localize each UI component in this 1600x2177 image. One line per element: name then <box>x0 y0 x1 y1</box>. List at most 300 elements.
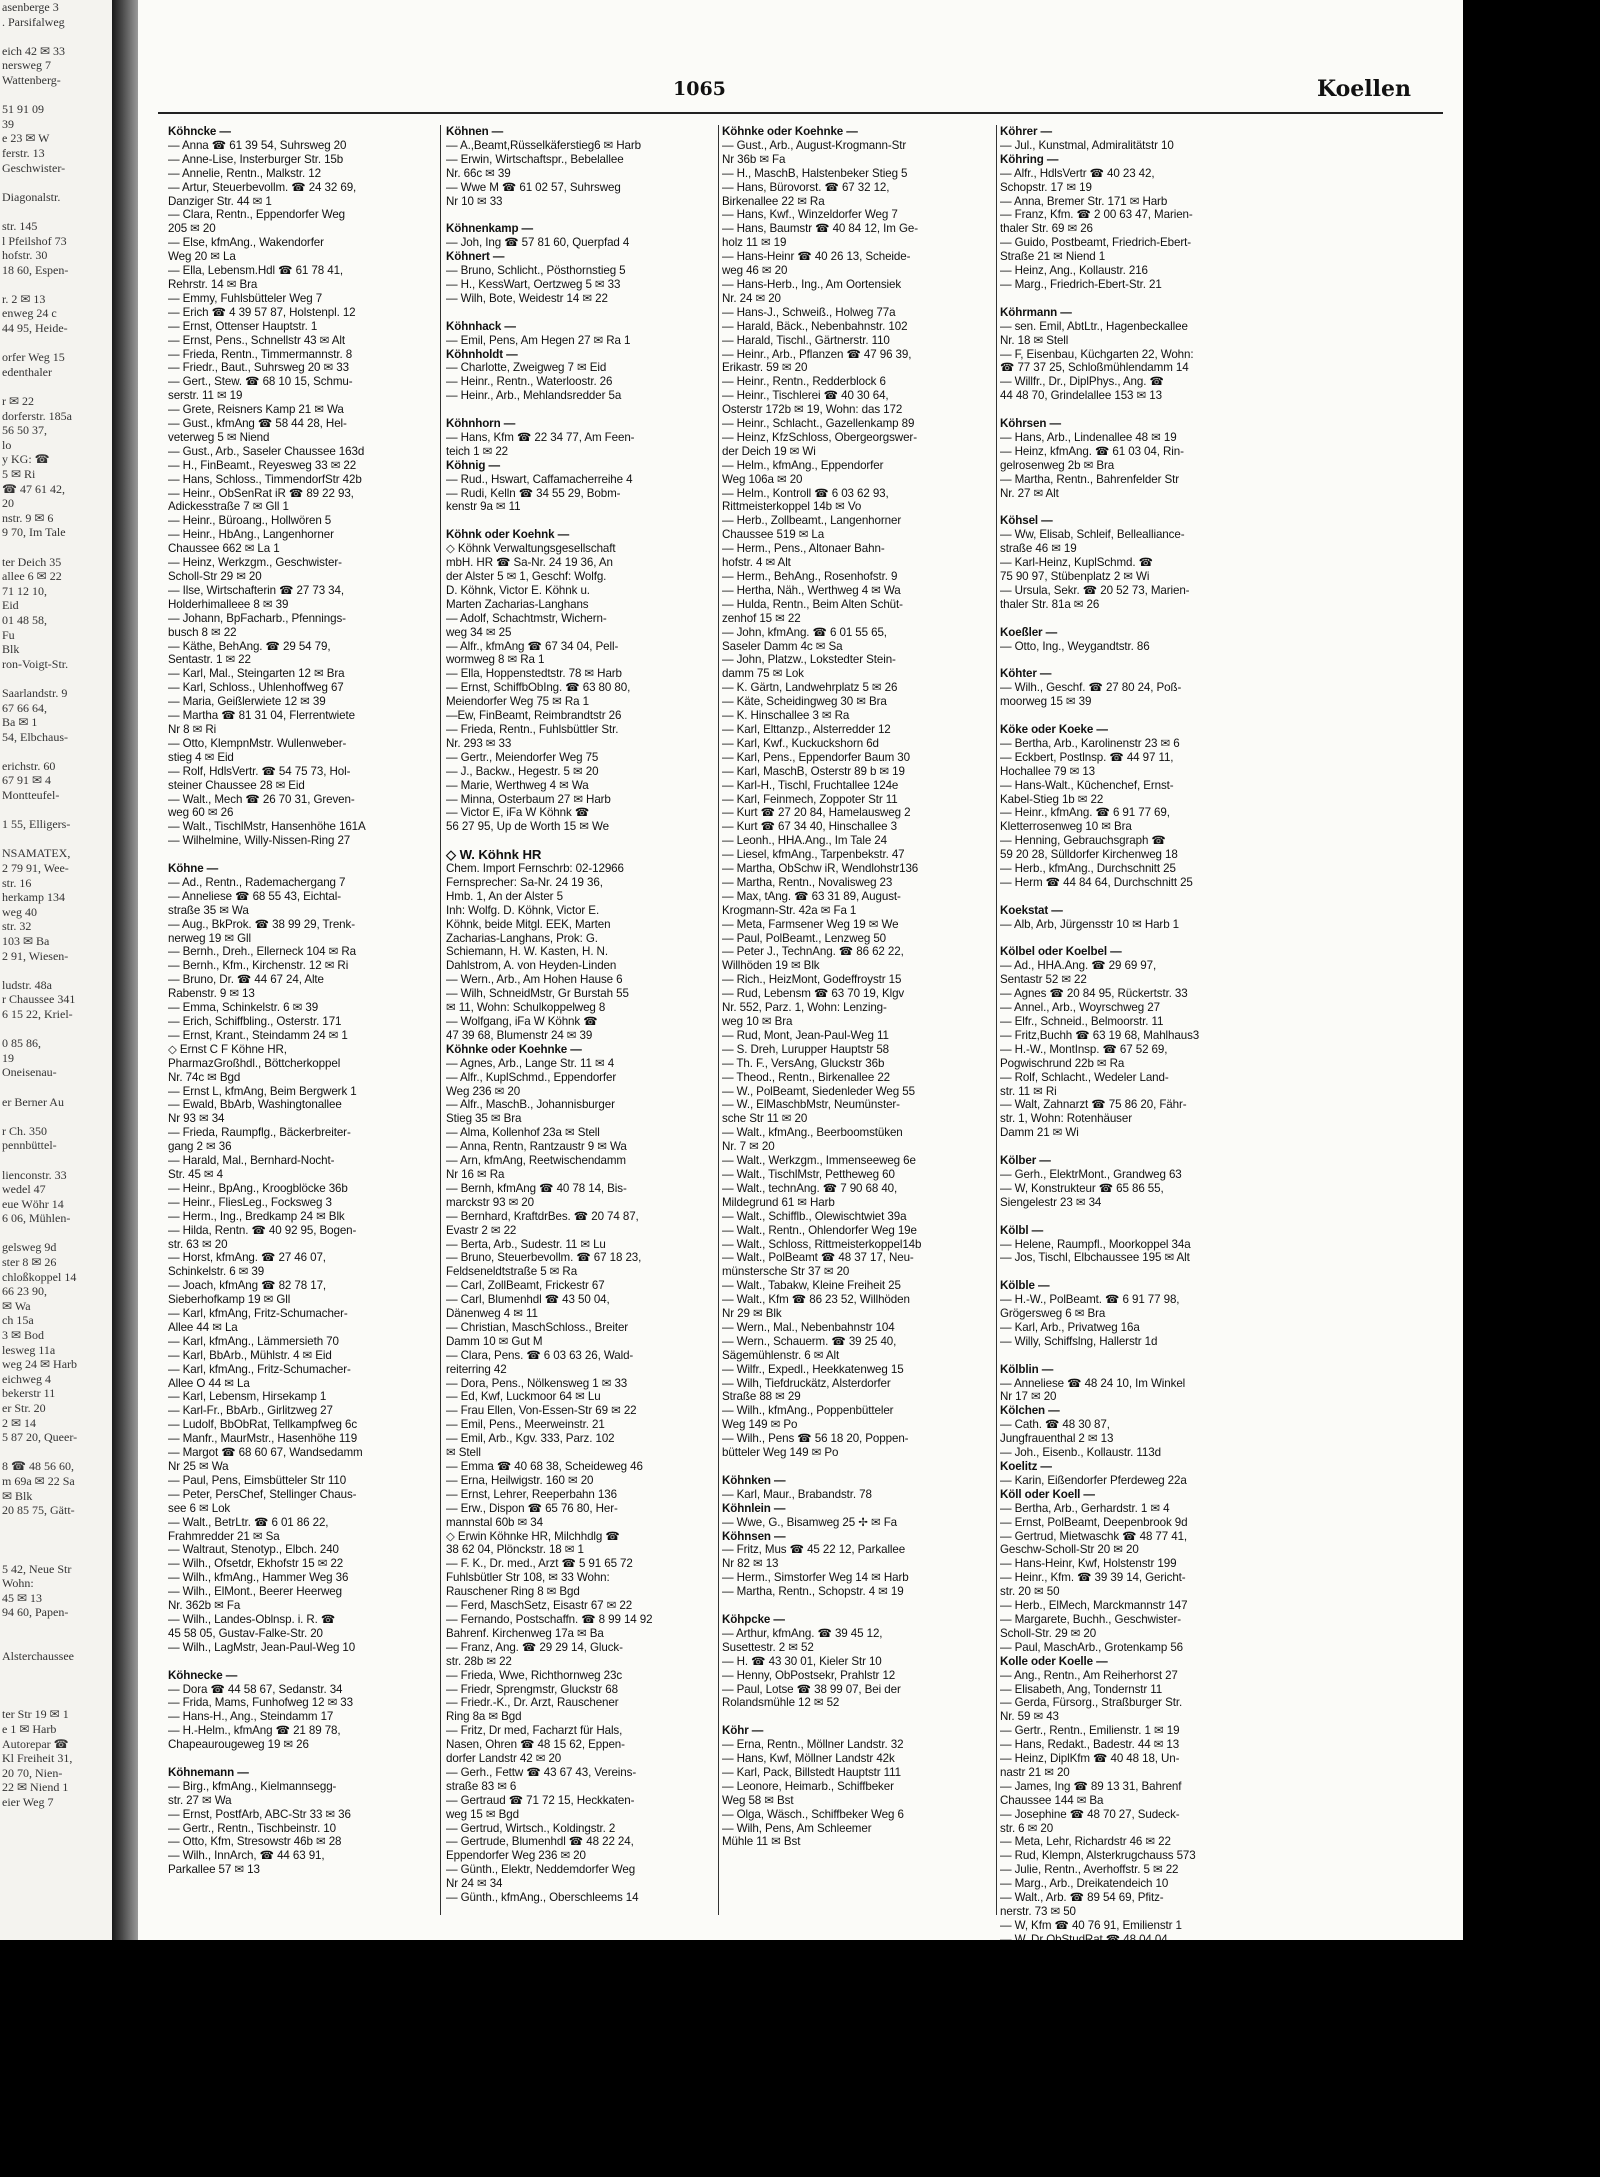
directory-entry-line: ◇ W. Köhnk HR <box>446 847 542 863</box>
directory-entry-line: Rehrstr. 14 ✉ Bra <box>168 277 258 291</box>
directory-entry-line: — Walt., TischlMstr, Hansenhöhe 161A <box>168 820 366 834</box>
directory-entry-line: — Karl-Heinz, KuplSchmd. ☎ <box>1000 556 1153 570</box>
directory-entry-line: — Wilh, Bote, Weidestr 14 ✉ 22 <box>446 291 608 305</box>
directory-entry-line: ◇ Köhnk Verwaltungsgesellschaft <box>446 542 616 556</box>
directory-entry-line: — Karl, Pens., Eppendorfer Baum 30 <box>722 750 910 764</box>
directory-entry-line: teich 1 ✉ 22 <box>446 444 509 458</box>
directory-entry-line: — Gertrud, Mietwaschk ☎ 48 77 41, <box>1000 1529 1188 1543</box>
directory-entry-line: — Heinr., Arb., Pflanzen ☎ 47 96 39, <box>722 347 912 361</box>
surname-heading: Kölblin — <box>1000 1362 1054 1376</box>
fragment-line <box>0 1226 112 1241</box>
directory-entry-line: Parkallee 57 ✉ 13 <box>168 1863 260 1877</box>
fragment-line: er Str. 20 <box>2 1401 46 1415</box>
directory-entry-line: — sen. Emil, AbtLtr., Hagenbeckallee <box>1000 319 1188 333</box>
fragment-line: 51 91 09 <box>2 102 44 117</box>
fragment-line: er Berner Au <box>2 1094 64 1109</box>
spacer <box>446 306 724 320</box>
directory-entry-line: — S. Dreh, Lurupper Hauptstr 58 <box>722 1042 890 1056</box>
surname-heading: Köhrer — <box>1000 125 1053 138</box>
directory-entry-line: — Heinr., Rentn., Waterloostr. 26 <box>446 375 613 389</box>
directory-entry-line: — Heinr., Büroang., Hollwören 5 <box>168 514 332 528</box>
directory-entry-line: — Margarete, Buchh., Geschwister- <box>1000 1612 1181 1626</box>
directory-entry-line: busch 8 ✉ 22 <box>168 625 237 639</box>
directory-entry-line: Erikastr. 59 ✉ 20 <box>722 361 808 375</box>
directory-entry-line: — Josephine ☎ 48 70 27, Sudeck- <box>1000 1807 1180 1821</box>
fragment-line: ✉ Blk <box>2 1488 33 1503</box>
directory-entry-line: — Margot ☎ 68 60 67, Wandsedamm <box>168 1446 363 1460</box>
directory-entry-line: — Henny, ObPostsekr, Prahlstr 12 <box>722 1668 896 1682</box>
directory-entry-line: — Heinr., kfmAng. ☎ 6 91 77 69, <box>1000 806 1170 820</box>
directory-entry-line: straße 83 ✉ 6 <box>446 1779 517 1793</box>
directory-entry-line: — H., FinBeamt., Reyesweg 33 ✉ 22 <box>168 458 357 472</box>
directory-entry-line: Willhöden 19 ✉ Blk <box>722 959 820 973</box>
directory-entry-line: — Berta, Arb., Sudestr. 11 ✉ Lu <box>446 1237 606 1251</box>
directory-entry-line: — Günth., Elektr, Neddemdorfer Weg <box>446 1863 636 1877</box>
directory-entry-line: — Friedr.-K., Dr. Arzt, Rauschener <box>446 1696 619 1710</box>
directory-entry-line: — Marie, Werthweg 4 ✉ Wa <box>446 778 589 792</box>
fragment-line: nersweg 7 <box>2 58 51 73</box>
fragment-line: 2 91, Wiesen- <box>2 948 69 963</box>
directory-entry-line: — H., KessWart, Oertzweg 5 ✉ 33 <box>446 277 621 291</box>
directory-entry-line: der Alster 5 ✉ 1, Geschf: Wolfg. <box>446 570 607 583</box>
directory-entry-line: — Herm., BehAng., Rosenhofstr. 9 <box>722 570 898 583</box>
spacer <box>446 514 724 528</box>
directory-entry-line: — Heinr., Schlacht., Gazellenkamp 89 <box>722 417 915 431</box>
directory-entry-line: Schopstr. 17 ✉ 19 <box>1000 180 1092 194</box>
directory-entry-line: Fernsprecher: Sa-Nr. 24 19 36, <box>446 875 603 889</box>
surname-heading: Köhrsen — <box>1000 417 1061 431</box>
directory-entry-line: Kletterrosenweg 10 ✉ Bra <box>1000 820 1132 834</box>
directory-entry-line: Danziger Str. 44 ✉ 1 <box>168 194 272 208</box>
directory-entry-line: — Guido, Postbeamt, Friedrich-Ebert- <box>1000 236 1191 250</box>
fragment-line: Montteufel- <box>2 788 60 803</box>
fragment-line: 67 91 ✉ 4 <box>2 773 52 788</box>
surname-heading: Köhnen — <box>446 125 504 138</box>
fragment-line: eue Wöhr 14 <box>2 1196 64 1211</box>
directory-entry-line: — Walt., Schloss, Rittmeisterkoppel14b <box>722 1237 922 1251</box>
fragment-line <box>0 29 112 44</box>
fragment-line: ch 15a <box>2 1313 34 1328</box>
directory-entry-line: sche Str 11 ✉ 20 <box>722 1112 808 1126</box>
directory-entry-line: — Ernst, PolBeamt, Deepenbrook 9d <box>1000 1515 1188 1529</box>
spacer <box>446 834 724 848</box>
directory-entry-line: Allee O 44 ✉ La <box>168 1376 250 1390</box>
directory-entry-line: — Christian, MaschSchloss., Breiter <box>446 1320 629 1334</box>
directory-entry-line: — Karl, Elttanzp., Alsterredder 12 <box>722 722 891 736</box>
directory-entry-line: Rabenstr. 9 ✉ 13 <box>168 987 255 1001</box>
directory-entry-line: — Wilh., InnArch, ☎ 44 63 91, <box>168 1849 325 1863</box>
directory-entry-line: wormweg 8 ✉ Ra 1 <box>446 653 545 667</box>
surname-heading: Koekstat — <box>1000 903 1063 917</box>
directory-entry-line: Stieg 35 ✉ Bra <box>446 1112 522 1126</box>
directory-entry-line: Nasen, Ohren ☎ 48 15 62, Eppen- <box>446 1738 625 1752</box>
directory-entry-line: — Gerda, Fürsorg., Straßburger Str. <box>1000 1696 1183 1710</box>
directory-entry-line: — Walt., Mech ☎ 26 70 31, Greven- <box>168 792 355 806</box>
spacer <box>1000 1349 1278 1363</box>
directory-entry-line: Nr. 362b ✉ Fa <box>168 1599 241 1613</box>
running-head <box>138 78 1463 112</box>
directory-entry-line: — Theod., Rentn., Birkenallee 22 <box>722 1070 891 1084</box>
directory-entry-line: — Marg., Arb., Dreikatendeich 10 <box>1000 1877 1169 1891</box>
directory-entry-line: — Ilse, Wirtschafterin ☎ 27 73 34, <box>168 583 344 597</box>
directory-entry-line: — Clara, Pens. ☎ 6 03 63 26, Wald- <box>446 1348 634 1362</box>
directory-entry-line: mannstal 60b ✉ 34 <box>446 1515 543 1529</box>
directory-entry-line: — Hilda, Rentn. ☎ 40 92 95, Bogen- <box>168 1223 357 1237</box>
directory-entry-line: — Erna, Rentn., Möllner Landstr. 32 <box>722 1738 904 1752</box>
directory-entry-line: Scholl-Str. 29 ✉ 20 <box>1000 1626 1097 1640</box>
directory-entry-line: — Herb., kfmAng., Durchschnitt 25 <box>1000 862 1176 876</box>
directory-entry-line: — Anne-Lise, Insterburger Str. 15b <box>168 152 344 166</box>
directory-entry-line: — Ernst L, kfmAng, Beim Bergwerk 1 <box>168 1084 357 1098</box>
fragment-line: ter Str 19 ✉ 1 <box>2 1707 69 1722</box>
directory-entry-line: — Wilh., Geschf. ☎ 27 80 24, Poß- <box>1000 681 1182 695</box>
directory-entry-line: Köhnk, beide Mitgl. EEK, Marten <box>446 917 611 931</box>
header-rule <box>158 112 1443 114</box>
directory-entry-line: — Hans-H., Ang., Steindamm 17 <box>168 1710 334 1724</box>
directory-entry-line: — Karl, kfmAng., Lämmersieth 70 <box>168 1334 339 1348</box>
directory-entry-line: — Rud, Lebensm ☎ 63 70 19, Klgv <box>722 987 905 1001</box>
directory-entry-line: — Gerh., ElektrMont., Grandweg 63 <box>1000 1167 1182 1181</box>
fragment-line: 8 ☎ 48 56 60, <box>2 1459 74 1474</box>
directory-entry-line: — Ludolf, BbObRat, Tellkampfweg 6c <box>168 1418 358 1432</box>
directory-entry-line: — Harald, Tischl., Gärtnerstr. 110 <box>722 333 890 347</box>
directory-entry-line: — Paul, PolBeamt., Lenzweg 50 <box>722 931 887 945</box>
directory-entry-line: — Joh., Eisenb., Kollaustr. 113d <box>1000 1446 1161 1460</box>
fragment-line <box>0 1022 112 1037</box>
fragment-line: 5 42, Neue Str <box>2 1561 72 1576</box>
directory-entry-line: Krogmann-Str. 42a ✉ Fa 1 <box>722 903 857 917</box>
directory-entry-line: — Ernst, Pens., Schnellstr 43 ✉ Alt <box>168 333 345 347</box>
directory-entry-line: — Wilh, Pens, Am Schleemer <box>722 1821 872 1835</box>
directory-entry-line: — Horst, kfmAng. ☎ 27 46 07, <box>168 1251 326 1265</box>
directory-entry-line: Nr 24 ✉ 34 <box>446 1877 503 1891</box>
fragment-line <box>0 1153 112 1168</box>
directory-entry-line: — Hulda, Rentn., Beim Alten Schüt- <box>722 597 903 611</box>
directory-entry-line: str. 28b ✉ 22 <box>446 1654 512 1668</box>
directory-entry-line: — Walt., Arb. ☎ 89 54 69, Pfitz- <box>1000 1891 1164 1905</box>
spacer <box>722 1710 1000 1724</box>
fragment-line: ter Deich 35 <box>2 554 62 569</box>
directory-entry-line: — Bertha, Arb., Gerhardstr. 1 ✉ 4 <box>1000 1501 1170 1515</box>
directory-entry-line: moorweg 15 ✉ 39 <box>1000 695 1092 709</box>
running-head-word: Koellen <box>1316 76 1411 102</box>
surname-heading: Köhnig — <box>446 458 500 472</box>
directory-entry-line: Mühle 11 ✉ Bst <box>722 1835 801 1849</box>
fragment-line: 6 15 22, Kriel- <box>2 1006 73 1021</box>
directory-entry-line: — Anna ☎ 61 39 54, Suhrsweg 20 <box>168 138 347 152</box>
directory-entry-line: — Walt., Tabakw, Kleine Freiheit 25 <box>722 1279 901 1293</box>
directory-entry-line: — Alfr., kfmAng ☎ 67 34 04, Pell- <box>446 639 619 653</box>
directory-entry-line: — Herm ☎ 44 84 64, Durchschnitt 25 <box>1000 875 1193 889</box>
fragment-line: e 23 ✉ W <box>2 131 50 146</box>
directory-entry-line: — Alfr., KuplSchmd., Eppendorfer <box>446 1070 617 1084</box>
surname-heading: Köhnhack — <box>446 319 516 333</box>
directory-entry-line: — Alfr., HdlsVertr ☎ 40 23 42, <box>1000 166 1155 180</box>
directory-entry-line: — Elisabeth, Ang, Tondernstr 11 <box>1000 1682 1163 1696</box>
directory-entry-line: Rauschener Ring 8 ✉ Bgd <box>446 1585 580 1599</box>
directory-entry-line: — Emma ☎ 40 68 38, Scheideweg 46 <box>446 1460 643 1473</box>
directory-entry-line: 56 27 95, Up de Worth 15 ✉ We <box>446 820 609 834</box>
fragment-line <box>0 744 112 759</box>
fragment-line <box>0 832 112 847</box>
directory-entry-line: str. 63 ✉ 20 <box>168 1237 228 1251</box>
directory-entry-line: — Bernh., Kfm., Kirchenstr. 12 ✉ Ri <box>168 959 349 973</box>
directory-entry-line: — Peter J., TechnAng. ☎ 86 62 22, <box>722 945 904 959</box>
directory-entry-line: — Hans, Kwf., Winzeldorfer Weg 7 <box>722 208 898 222</box>
directory-entry-line: — Rich., HeizMont, Godeffroystr 15 <box>722 973 902 987</box>
fragment-line: r Ch. 350 <box>2 1123 47 1138</box>
fragment-line <box>0 204 112 219</box>
fragment-line: 22 ✉ Niend 1 <box>2 1780 69 1795</box>
directory-entry-line: — F, Eisenbau, Küchgarten 22, Wohn: <box>1000 347 1194 361</box>
directory-entry-line: Nr 93 ✉ 34 <box>168 1112 225 1126</box>
directory-entry-line: — Franz, Kfm. ☎ 2 00 63 47, Marien- <box>1000 208 1193 222</box>
directory-entry-line: — Bernh, kfmAng ☎ 40 78 14, Bis- <box>446 1181 627 1195</box>
spacer <box>1000 932 1278 946</box>
directory-entry-line: — K. Hinschallee 3 ✉ Ra <box>722 709 850 723</box>
directory-entry-line: Nr 10 ✉ 33 <box>446 194 503 208</box>
directory-entry-line: — Alma, Kollenhof 23a ✉ Stell <box>446 1126 600 1140</box>
directory-entry-line: Sentastr 52 ✉ 22 <box>1000 973 1087 987</box>
directory-entry-line: Adickesstraße 7 ✉ Gll 1 <box>168 500 289 514</box>
fragment-line: 94 60, Papen- <box>2 1605 69 1620</box>
directory-entry-line: gelrosenweg 2b ✉ Bra <box>1000 458 1115 472</box>
fragment-line: Autorepar ☎ <box>2 1736 69 1751</box>
directory-entry-line: — Emil, Arb., Kgv. 333, Parz. 102 <box>446 1432 615 1446</box>
spacer <box>722 1460 1000 1474</box>
fragment-line: edenthaler <box>2 364 52 379</box>
directory-entry-line: Hmb. 1, An der Alster 5 <box>446 889 563 903</box>
surname-heading: Kölbl — <box>1000 1223 1044 1237</box>
directory-entry-line: Susettestr. 2 ✉ 52 <box>722 1640 814 1654</box>
fragment-line: l Pfeilshof 73 <box>2 233 67 248</box>
directory-entry-line: — Heinr., Kfm. ☎ 39 39 14, Gericht- <box>1000 1571 1186 1585</box>
directory-entry-line: — Martha, Rentn., Novalisweg 23 <box>722 875 893 889</box>
surname-heading: Köhnken — <box>722 1473 786 1487</box>
directory-entry-line: — Annel., Arb., Woyrschweg 27 <box>1000 1001 1160 1015</box>
directory-entry-line: Sentastr. 1 ✉ 22 <box>168 653 251 667</box>
directory-entry-line: Dänenweg 4 ✉ 11 <box>446 1307 538 1321</box>
directory-entry-line: — Hans, Bürovorst. ☎ 67 32 12, <box>722 180 890 194</box>
directory-entry-line: — Arn, kfmAng, Reetwischendamm <box>446 1154 626 1168</box>
surname-heading: Kölchen — <box>1000 1404 1060 1418</box>
directory-entry-line: — Joach, kfmAng ☎ 82 78 17, <box>168 1279 327 1293</box>
fragment-line: chloßkoppel 14 <box>2 1269 77 1284</box>
directory-entry-line: — Herm., Simstorfer Weg 14 ✉ Harb <box>722 1571 909 1585</box>
fragment-line: e 1 ✉ Harb <box>2 1722 57 1737</box>
directory-entry-line: — Willy, Schiffslng, Hallerstr 1d <box>1000 1334 1158 1348</box>
directory-entry-line: — Karl, kfmAng, Fritz-Schumacher- <box>168 1307 348 1321</box>
directory-entry-line: Rolandsmühle 12 ✉ 52 <box>722 1696 840 1710</box>
directory-entry-line: — Wern., Arb., Am Hohen Hause 6 <box>446 973 623 987</box>
directory-entry-line: weg 15 ✉ Bgd <box>446 1807 519 1821</box>
fragment-line: ☎ 47 61 42, <box>2 481 65 496</box>
directory-entry-line: — Dora, Pens., Nölkensweg 1 ✉ 33 <box>446 1376 628 1390</box>
directory-entry-line: Chaussee 519 ✉ La <box>722 528 825 542</box>
directory-entry-line: — Martha, Rentn., Schopstr. 4 ✉ 19 <box>722 1585 904 1599</box>
directory-entry-line: — Hans-Walt., Kūchenchef, Ernst- <box>1000 778 1174 792</box>
directory-entry-line: — Karl, Mal., Steingarten 12 ✉ Bra <box>168 667 345 681</box>
spacer <box>1000 1265 1278 1279</box>
directory-entry-line: — Charlotte, Zweigweg 7 ✉ Eid <box>446 361 607 375</box>
directory-entry-line: Straße 21 ✉ Niend 1 <box>1000 250 1106 264</box>
directory-entry-line: — Ewald, BbArb, Washingtonallee <box>168 1098 342 1112</box>
directory-entry-line: Schiemann, H. W. Kasten, H. N. <box>446 945 608 959</box>
spacer <box>1000 403 1278 417</box>
directory-entry-line: Holderhimalleee 8 ✉ 39 <box>168 597 289 611</box>
page-number: 1065 <box>673 78 726 100</box>
fragment-line: Geschwister- <box>2 160 66 175</box>
directory-entry-line: — Wern., Schauerm. ☎ 39 25 40, <box>722 1334 897 1348</box>
fragment-line: erichstr. 60 <box>2 758 56 773</box>
directory-entry-line: — Anna, Bremer Str. 171 ✉ Harb <box>1000 194 1168 208</box>
spacer <box>1000 612 1278 626</box>
directory-entry-line: — Heinr., Tischlerei ☎ 40 30 64, <box>722 389 889 403</box>
directory-entry-line: straße 46 ✉ 19 <box>1000 542 1077 556</box>
directory-entry-line: Saseler Damm 4c ✉ Sa <box>722 639 843 653</box>
directory-entry-line: Nr. 7 ✉ 20 <box>722 1140 775 1154</box>
fragment-line: r. 2 ✉ 13 <box>2 291 46 306</box>
directory-entry-line: — Wilh., LagMstr, Jean-Paul-Weg 10 <box>168 1640 356 1654</box>
directory-entry-line: — Paul, Lotse ☎ 38 99 07, Bei der <box>722 1682 901 1696</box>
directory-entry-line: — Wilh., Landes-Oblnsp. i. R. ☎ <box>168 1612 336 1626</box>
directory-entry-line: hofstr. 4 ✉ Alt <box>722 556 791 570</box>
fragment-line: 20 <box>2 496 14 511</box>
directory-entry-line: — Herm., Pens., Altonaer Bahn- <box>722 542 885 556</box>
fragment-line: asenberge 3 <box>2 0 59 14</box>
directory-entry-line: Weg 236 ✉ 20 <box>446 1084 521 1098</box>
fragment-line: ferstr. 13 <box>2 145 45 160</box>
directory-entry-line: — Harald, Bäck., Nebenbahnstr. 102 <box>722 319 908 333</box>
fragment-line: Saarlandstr. 9 <box>2 685 68 700</box>
directory-entry-line: — Frida, Mams, Funhofweg 12 ✉ 33 <box>168 1696 354 1710</box>
fragment-line: 67 66 64, <box>2 700 47 715</box>
fragment-line: y KG: ☎ <box>2 452 50 467</box>
directory-entry-line: — Frieda, Rentn., Timmermannstr. 8 <box>168 347 353 361</box>
column-4 <box>1000 125 1278 1932</box>
directory-entry-line: Inh: Wolfg. D. Köhnk, Victor E. <box>446 903 600 917</box>
directory-entry-line: Fuhlsbütler Str 108, ✉ 33 Wohn: <box>446 1571 610 1585</box>
directory-entry-line: — A.,Beamt,Rüsselkäferstieg6 ✉ Harb <box>446 138 642 152</box>
fragment-line: str. 145 <box>2 218 38 233</box>
directory-entry-line: — H.-Helm., kfmAng ☎ 21 89 78, <box>168 1724 341 1738</box>
surname-heading: Kölber — <box>1000 1154 1051 1168</box>
directory-entry-line: — Wern., Mal., Nebenbahnstr 104 <box>722 1320 895 1334</box>
directory-entry-line: — John, Platzw., Lokstedter Stein- <box>722 653 896 667</box>
directory-entry-line: — Willfr., Dr., DiplPhys., Ang. ☎ <box>1000 375 1164 389</box>
directory-entry-line: — Frieda, Wwe, Richthornweg 23c <box>446 1668 623 1682</box>
directory-entry-line: — Leonore, Heimarb., Schiffbeker <box>722 1779 894 1793</box>
directory-entry-line: — Marg., Friedrich-Ebert-Str. 21 <box>1000 277 1162 291</box>
directory-entry-line: marckstr 93 ✉ 20 <box>446 1195 535 1209</box>
fragment-line: 0 85 86, <box>2 1036 41 1051</box>
spacer <box>168 1752 436 1766</box>
directory-entry-line: str. 1, Wohn: Rotenhäuser <box>1000 1112 1132 1126</box>
directory-entry-line: — H., MaschB, Halstenbeker Stieg 5 <box>722 166 908 180</box>
directory-entry-line: — Gust., Arb., Saseler Chaussee 163d <box>168 444 365 458</box>
directory-entry-line: — Hans-Herb., Ing., Am Oortensiek <box>722 277 902 291</box>
column-2 <box>446 125 724 1915</box>
fragment-line: eich 42 ✉ 33 <box>2 43 66 58</box>
directory-entry-line: Geschw-Scholl-Str 20 ✉ 20 <box>1000 1543 1139 1557</box>
directory-entry-line: — Hans, Kwf, Möllner Landstr 42k <box>722 1752 895 1766</box>
directory-entry-line: — Ernst, Ottenser Hauptstr. 1 <box>168 319 318 333</box>
directory-entry-line: Weg 149 ✉ Po <box>722 1418 798 1432</box>
directory-entry-line: — Hans, Kfm ☎ 22 34 77, Am Feen- <box>446 430 635 444</box>
directory-entry-line: — Karl-Fr., BbArb., Girlitzweg 27 <box>168 1404 333 1418</box>
directory-entry-line: bütteler Weg 149 ✉ Po <box>722 1446 839 1460</box>
directory-entry-line: — Gertr., Meiendorfer Weg 75 <box>446 750 599 764</box>
directory-entry-line: Ring 8a ✉ Bgd <box>446 1710 522 1724</box>
fragment-line <box>0 671 112 686</box>
fragment-line <box>0 540 112 555</box>
directory-entry-line: — Walt., Rentn., Ohlendorfer Weg 19e <box>722 1223 917 1237</box>
fragment-line: bekerstr 11 <box>2 1386 56 1401</box>
directory-entry-line: — Heinr., BpAng., Kroogblöcke 36b <box>168 1181 348 1195</box>
spacer <box>446 208 724 222</box>
directory-entry-line: Sieberhofkamp 19 ✉ Gll <box>168 1293 291 1307</box>
directory-entry-line: — Erich, Schiffbling., Osterstr. 171 <box>168 1015 342 1028</box>
directory-entry-line: Zacharias-Langhans, Prok: G. <box>446 931 598 945</box>
directory-entry-line: — Ella, Hoppenstedtstr. 78 ✉ Harb <box>446 667 622 681</box>
directory-entry-line: — Martha ☎ 81 31 04, Flerrentwiete <box>168 709 355 723</box>
surname-heading: Köhnlein — <box>722 1501 786 1515</box>
fragment-line: gelsweg 9d <box>2 1240 57 1255</box>
directory-entry-line: — Walt., kfmAng., Beerboomstüken <box>722 1126 903 1140</box>
directory-entry-line: Nr 17 ✉ 20 <box>1000 1390 1057 1404</box>
fragment-line: 9 70, Im Tale <box>2 525 66 540</box>
directory-entry-line: — Rudi, Kelln ☎ 34 55 29, Bobm- <box>446 486 621 500</box>
surname-heading: Köke oder Koeke — <box>1000 722 1108 736</box>
directory-entry-line: weg 46 ✉ 20 <box>722 264 788 278</box>
surname-heading: Kölbel oder Koelbel — <box>1000 945 1122 959</box>
fragment-line: str. 32 <box>2 919 32 934</box>
directory-entry-line: D. Köhnk, Victor E. Köhnk u. <box>446 583 590 597</box>
directory-entry-line: nastr 21 ✉ 20 <box>1000 1765 1070 1779</box>
fragment-line <box>0 379 112 394</box>
directory-entry-line: — Liesel, kfmAng., Tarpenbekstr. 47 <box>722 848 905 862</box>
directory-entry-line: — Gust., Arb., August-Krogmann-Str <box>722 138 907 152</box>
directory-entry-line: — Paul, Pens, Eimsbütteler Str 110 <box>168 1473 347 1487</box>
directory-entry-line: — Karl, Pack, Billstedt Hauptstr 111 <box>722 1765 901 1779</box>
directory-entry-line: Weg 20 ✉ La <box>168 250 236 264</box>
directory-entry-line: — Bernh., Dreh., Ellerneck 104 ✉ Ra <box>168 945 356 959</box>
fragment-line: 5 87 20, Queer- <box>2 1430 78 1445</box>
directory-entry-line: 44 48 70, Grindelallee 153 ✉ 13 <box>1000 389 1162 403</box>
directory-entry-line: — Karl, Lebensm, Hirsekamp 1 <box>168 1390 327 1404</box>
directory-entry-line: Feldseneldtstraße 5 ✉ Ra <box>446 1265 578 1279</box>
surname-heading: Köhnenkamp — <box>446 222 534 236</box>
directory-entry-line: — Minna, Osterbaum 27 ✉ Harb <box>446 792 611 806</box>
directory-entry-line: — Käte, Scheidingweg 30 ✉ Bra <box>722 695 887 709</box>
surname-heading: Köhsel — <box>1000 514 1053 528</box>
fragment-line: ster 8 ✉ 26 <box>2 1255 57 1270</box>
directory-entry-line: — Annelie, Rentn., Malkstr. 12 <box>168 166 321 180</box>
spacer <box>1000 653 1278 667</box>
fragment-line <box>0 336 112 351</box>
directory-entry-line: Evastr 2 ✉ 22 <box>446 1223 517 1237</box>
spacer <box>168 1655 436 1669</box>
directory-entry-line: — Frieda, Rentn., Fuhlsbüttler Str. <box>446 722 619 736</box>
directory-entry-line: — Herb., Zollbeamt., Langenhorner <box>722 514 902 528</box>
book-gutter <box>112 0 138 1940</box>
directory-entry-line: — Alb, Arb, Jürgensstr 10 ✉ Harb 1 <box>1000 917 1180 931</box>
fragment-line: orfer Weg 15 <box>2 350 65 365</box>
fragment-line: Diagonalstr. <box>2 189 61 204</box>
directory-entry-line: — Gertr., Rentn., Emilienstr. 1 ✉ 19 <box>1000 1724 1180 1738</box>
directory-entry-line: — Gerh., Fettw ☎ 43 67 43, Vereins- <box>446 1765 637 1779</box>
fragment-line: 54, Elbchaus- <box>2 729 68 744</box>
